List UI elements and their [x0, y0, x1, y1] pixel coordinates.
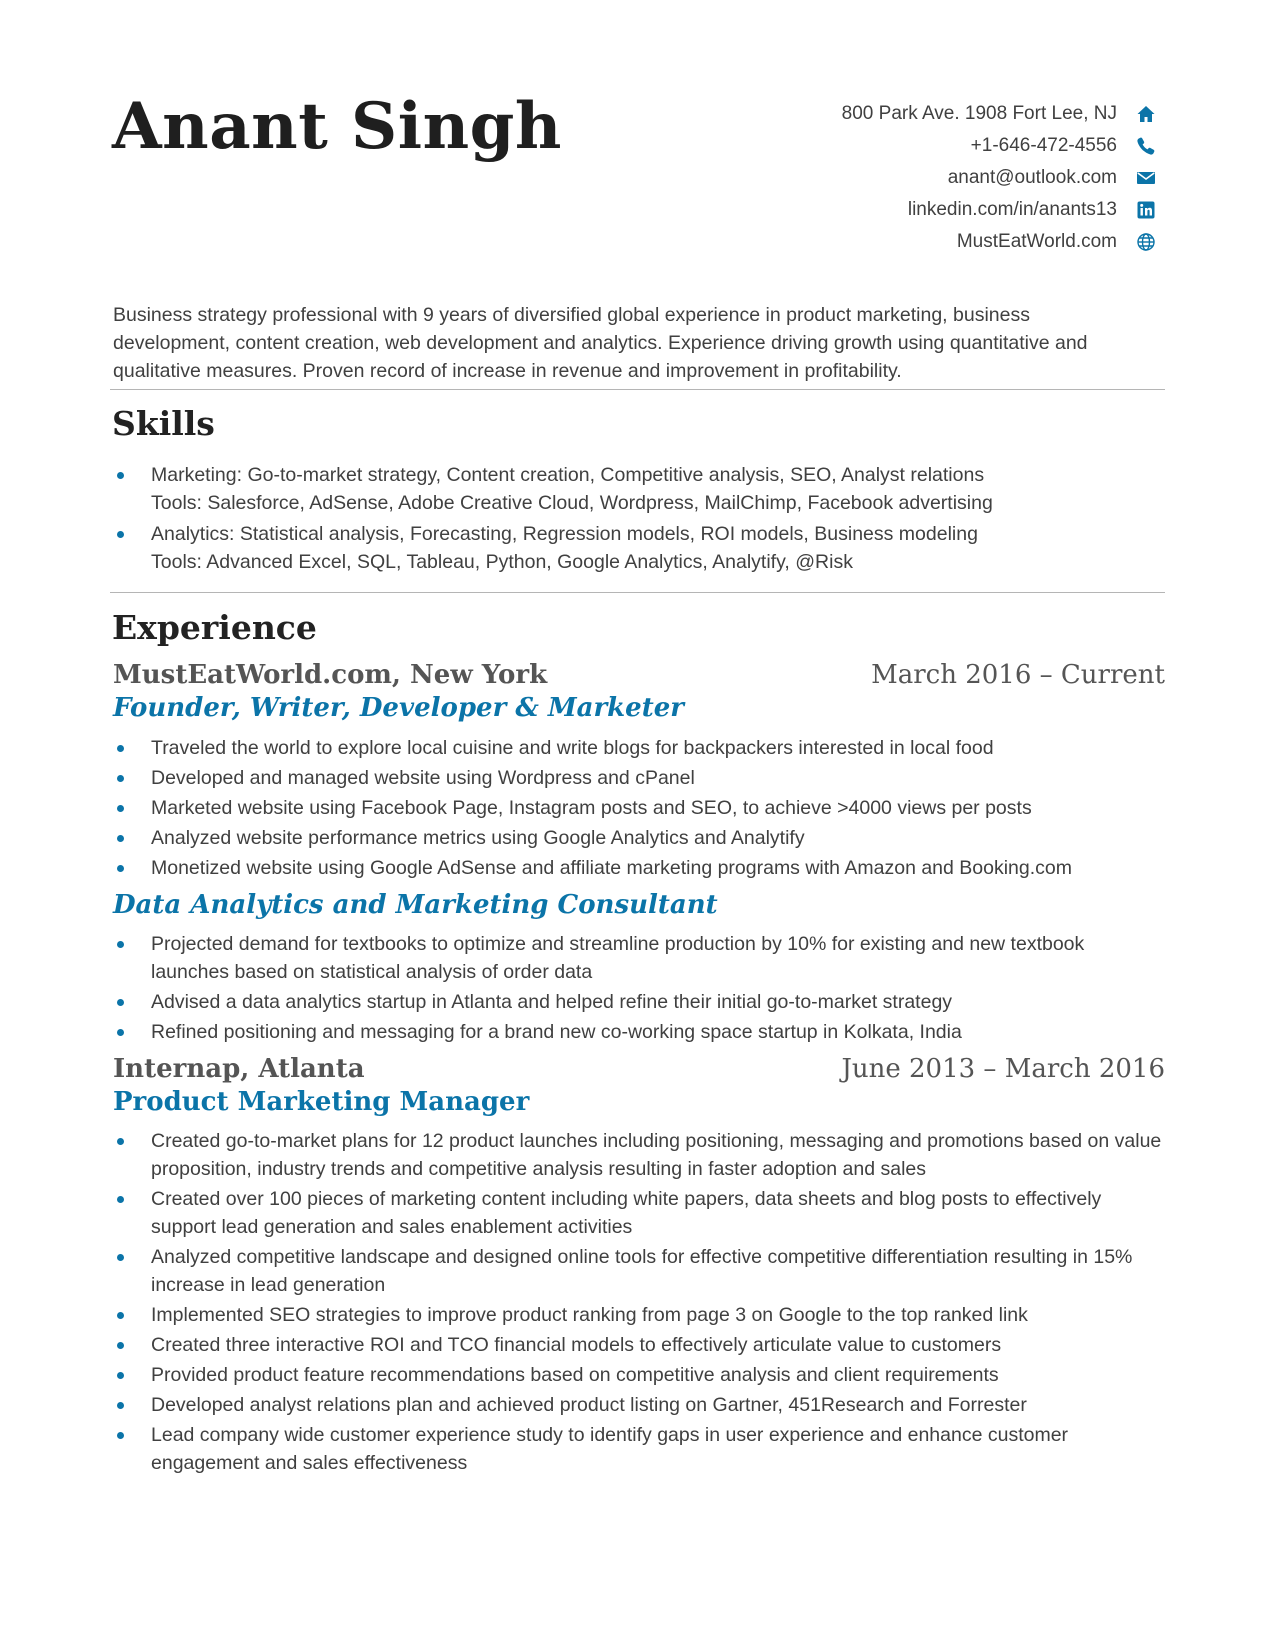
bullet-dot	[117, 1402, 124, 1409]
linkedin-icon	[1135, 199, 1157, 221]
bullet-dot	[117, 1254, 124, 1261]
skill-tools-line: Tools: Salesforce, AdSense, Adobe Creative Cloud, Wordpress, MailChimp, Facebook advertising	[151, 492, 993, 514]
role-bullets	[113, 930, 1163, 1046]
home-icon	[1135, 103, 1157, 125]
bullet-dot	[117, 1312, 124, 1319]
bullet-dot	[117, 941, 124, 948]
bullet-item	[113, 988, 1163, 1016]
bullet-text: Created three interactive ROI and TCO financial models to effectively articulate value to customers	[151, 1334, 1002, 1356]
email-icon	[1135, 167, 1157, 189]
contact-phone-text: +1-646-472-4556	[970, 135, 1117, 156]
bullet-item	[113, 794, 1163, 822]
bullet-item	[113, 1391, 1163, 1419]
bullet-dot	[117, 472, 124, 479]
bullet-item	[113, 1127, 1163, 1183]
skill-line: Analytics: Statistical analysis, Forecasting, Regression models, ROI models, Business modeling	[151, 523, 978, 545]
bullet-text: Analyzed website performance metrics using Google Analytics and Analytify	[151, 827, 805, 849]
bullet-dot	[117, 775, 124, 782]
bullet-item	[113, 824, 1163, 852]
bullet-item	[113, 1185, 1163, 1241]
skill-tools-line: Tools: Advanced Excel, SQL, Tableau, Python, Google Analytics, Analytify, @Risk	[151, 551, 853, 573]
bullet-item	[113, 1301, 1163, 1329]
job-dates: March 2016 – Current	[871, 660, 1165, 690]
contact-email[interactable]	[637, 162, 1157, 194]
bullet-text: Traveled the world to explore local cuisine and write blogs for backpackers interested in local food	[151, 737, 994, 759]
bullet-item	[113, 1361, 1163, 1389]
bullet-dot	[117, 1342, 124, 1349]
bullet-dot	[117, 1138, 124, 1145]
job-header	[113, 1054, 1165, 1084]
contact-website[interactable]	[637, 226, 1157, 258]
bullet-text: Created over 100 pieces of marketing content including white papers, data sheets and blog posts to effectively support lead generation and sales enablement activities	[151, 1188, 1102, 1238]
contact-block	[637, 98, 1157, 258]
section-divider	[110, 592, 1165, 593]
bullet-dot	[117, 745, 124, 752]
globe-icon	[1135, 231, 1157, 253]
bullet-dot	[117, 835, 124, 842]
bullet-text: Projected demand for textbooks to optimize and streamline production by 10% for existing and new textbook launches based on statistical analysis of order data	[151, 933, 1085, 983]
contact-linkedin[interactable]	[637, 194, 1157, 226]
bullet-item	[113, 854, 1163, 882]
bullet-item	[113, 930, 1163, 986]
bullet-text: Monetized website using Google AdSense and affiliate marketing programs with Amazon and Booking.com	[151, 857, 1073, 879]
skills-list	[113, 461, 1163, 576]
role-bullets	[113, 734, 1163, 882]
bullet-dot	[117, 1372, 124, 1379]
section-divider	[110, 389, 1165, 390]
experience-heading: Experience	[112, 608, 317, 647]
job-dates: June 2013 – March 2016	[841, 1054, 1165, 1084]
bullet-text: Analyzed competitive landscape and designed online tools for effective competitive differentiation resulting in 15% increase in lead generation	[151, 1246, 1133, 1296]
role-title: Product Marketing Manager	[113, 1087, 530, 1117]
bullet-dot	[117, 1196, 124, 1203]
bullet-text: Provided product feature recommendations based on competitive analysis and client requirements	[151, 1364, 999, 1386]
bullet-item	[113, 1243, 1163, 1299]
bullet-dot	[117, 999, 124, 1006]
phone-icon	[1135, 135, 1157, 157]
role-title: Data Analytics and Marketing Consultant	[113, 890, 718, 920]
skill-item	[113, 461, 1163, 517]
bullet-dot	[117, 1432, 124, 1439]
contact-address	[637, 98, 1157, 130]
bullet-item	[113, 734, 1163, 762]
bullet-dot	[117, 805, 124, 812]
bullet-text: Refined positioning and messaging for a brand new co-working space startup in Kolkata, India	[151, 1021, 962, 1043]
bullet-dot	[117, 1029, 124, 1036]
skill-line: Marketing: Go-to-market strategy, Content creation, Competitive analysis, SEO, Analyst relations	[151, 464, 985, 486]
bullet-text: Developed analyst relations plan and achieved product listing on Gartner, 451Research and Forrester	[151, 1394, 1027, 1416]
company-name: Internap, Atlanta	[113, 1054, 365, 1084]
contact-website-text[interactable]: MustEatWorld.com	[956, 231, 1117, 252]
contact-address-text: 800 Park Ave. 1908 Fort Lee, NJ	[841, 103, 1117, 124]
bullet-item	[113, 1331, 1163, 1359]
role-title: Founder, Writer, Developer & Marketer	[113, 693, 684, 723]
contact-phone	[637, 130, 1157, 162]
bullet-text: Marketed website using Facebook Page, Instagram posts and SEO, to achieve >4000 views per posts	[151, 797, 1032, 819]
bullet-item	[113, 1421, 1163, 1477]
contact-linkedin-text[interactable]: linkedin.com/in/anants13	[907, 199, 1117, 220]
bullet-item	[113, 1018, 1163, 1046]
bullet-item	[113, 764, 1163, 792]
bullet-text: Created go-to-market plans for 12 product launches including positioning, messaging and promotions based on value proposition, industry trends and competitive analysis resulting in faster adoption and sales	[151, 1130, 1162, 1180]
contact-email-text[interactable]: anant@outlook.com	[947, 167, 1117, 188]
role-bullets	[113, 1127, 1163, 1477]
candidate-name: Anant Singh	[112, 89, 562, 164]
professional-summary: Business strategy professional with 9 years of diversified global experience in product marketing, business development, content creation, web development and analytics. Experience driving growth using quantitative and qualitative measures. Proven record of increase in revenue and improvement in profitability.	[113, 304, 1088, 382]
bullet-text: Developed and managed website using Wordpress and cPanel	[151, 767, 695, 789]
company-name: MustEatWorld.com, New York	[113, 660, 548, 690]
skills-heading: Skills	[112, 404, 215, 443]
bullet-dot	[117, 865, 124, 872]
bullet-text: Advised a data analytics startup in Atlanta and helped refine their initial go-to-market strategy	[151, 991, 953, 1013]
job-header	[113, 660, 1165, 690]
bullet-dot	[117, 531, 124, 538]
bullet-text: Lead company wide customer experience study to identify gaps in user experience and enhance customer engagement and sales effectiveness	[151, 1424, 1069, 1474]
skill-item	[113, 520, 1163, 576]
bullet-text: Implemented SEO strategies to improve product ranking from page 3 on Google to the top ranked link	[151, 1304, 1028, 1326]
